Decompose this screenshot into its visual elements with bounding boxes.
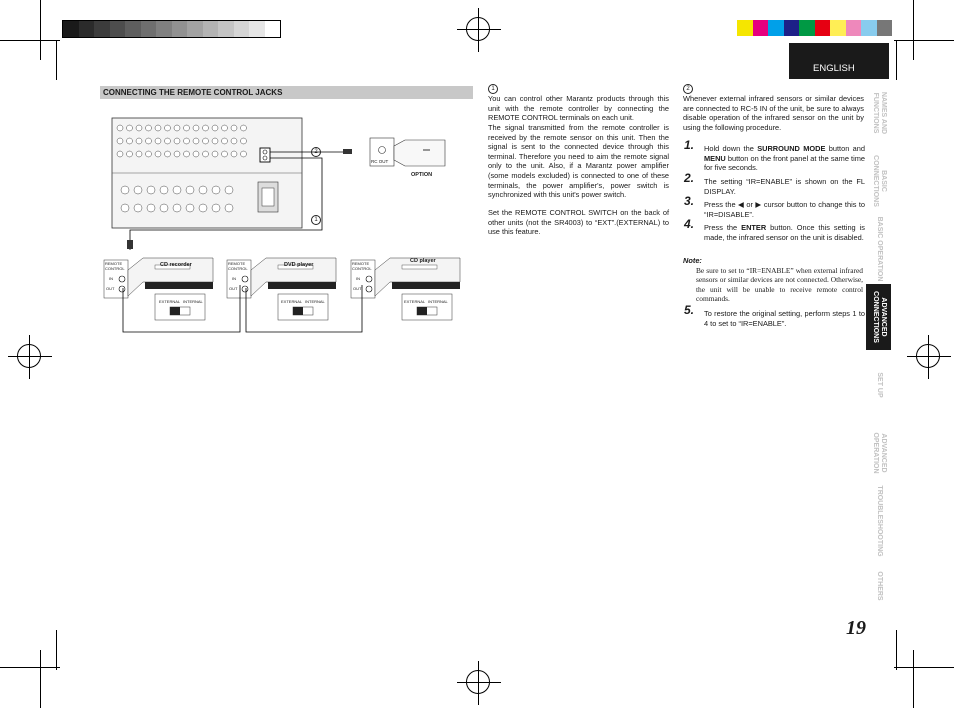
rca-jack — [212, 151, 218, 157]
crop-mark — [40, 0, 41, 60]
step-number: 1. — [684, 138, 695, 152]
tab-basic-connections[interactable]: BASIC CONNECTIONS — [871, 155, 887, 207]
speaker-terminal — [212, 186, 220, 194]
crop-mark — [896, 630, 897, 670]
color-swatch — [753, 20, 769, 36]
registration-mark — [916, 344, 940, 368]
color-swatch — [861, 20, 877, 36]
rca-jack — [136, 138, 142, 144]
speaker-terminal — [160, 186, 168, 194]
color-swatch — [156, 21, 172, 37]
crop-mark — [56, 40, 57, 80]
rca-jack — [203, 151, 209, 157]
speaker-terminal — [134, 204, 142, 212]
connection-diagram — [100, 110, 475, 340]
rca-jack — [127, 125, 133, 131]
internal-label: INTERNAL — [428, 299, 448, 304]
rca-jack — [231, 125, 237, 131]
speaker-terminal — [147, 186, 155, 194]
rca-jack — [193, 138, 199, 144]
rca-jack — [117, 125, 123, 131]
section-title: CONNECTING THE REMOTE CONTROL JACKS — [100, 86, 473, 99]
rca-jack — [231, 151, 237, 157]
rca-jack — [146, 125, 152, 131]
rca-jack — [127, 138, 133, 144]
step-5: 5. To restore the original setting, perform steps 1 to 4 to set to “IR=ENABLE”. — [684, 303, 865, 328]
color-swatch — [815, 20, 831, 36]
internal-label: INTERNAL — [305, 299, 325, 304]
rca-jack — [165, 138, 171, 144]
color-swatch — [799, 20, 815, 36]
rca-jack — [222, 138, 228, 144]
rca-jack — [212, 125, 218, 131]
rca-jack — [184, 125, 190, 131]
rc-out-label: RC OUT — [371, 159, 389, 164]
color-swatch — [846, 20, 862, 36]
external-label: EXTERNAL — [404, 299, 426, 304]
color-swatch — [79, 21, 95, 37]
rca-jack — [222, 151, 228, 157]
speaker-terminal — [225, 204, 233, 212]
step-4: 4. Press the ENTER button. Once this setting is made, the infrared sensor on the unit is disabled. — [684, 217, 865, 242]
device-name: DVD player — [284, 262, 314, 268]
speaker-terminal — [121, 204, 129, 212]
section-number-2: 2 — [683, 84, 693, 94]
speaker-terminal — [173, 204, 181, 212]
out-label: OUT — [106, 286, 115, 291]
rca-jack — [136, 151, 142, 157]
in-label: IN — [109, 276, 113, 281]
step-2: 2. The setting “IR=ENABLE” is shown on the FL DISPLAY. — [684, 171, 865, 196]
language-tab: ENGLISH — [789, 43, 889, 79]
rca-jack — [174, 125, 180, 131]
color-swatch — [203, 21, 219, 37]
option-label: OPTION — [411, 172, 433, 178]
color-swatch — [110, 21, 126, 37]
step-1: 1. Hold down the SURROUND MODE button and MENU button on the front panel at the same time for five seconds. — [684, 138, 865, 173]
internal-label: INTERNAL — [183, 299, 203, 304]
rca-jack — [136, 125, 142, 131]
rca-jack — [231, 138, 237, 144]
color-swatch — [768, 20, 784, 36]
tab-set-up[interactable]: SET UP — [875, 372, 883, 398]
speaker-terminal — [199, 186, 207, 194]
rca-jack — [174, 151, 180, 157]
col1-paragraph-1: You can control other Marantz products through this unit with the remote controller by connecting the REMOTE CONTROL terminals on each unit. — [488, 94, 669, 123]
external-label: EXTERNAL — [159, 299, 181, 304]
rca-jack — [241, 151, 247, 157]
rca-jack — [241, 138, 247, 144]
speaker-terminal — [186, 204, 194, 212]
col2-intro: Whenever external infrared sensors or similar devices are connected to RC-5 IN of the unit, be sure to always disable operation of the infrared sensor on the unit by using the following procedure. — [683, 94, 864, 132]
color-swatch — [218, 21, 234, 37]
speaker-terminal — [225, 186, 233, 194]
rca-jack — [184, 151, 190, 157]
color-swatch — [94, 21, 110, 37]
speaker-terminal — [160, 204, 168, 212]
remote-control-label: REMOTE CONTROL — [105, 261, 125, 271]
note-label: Note: — [683, 256, 702, 265]
speaker-terminal — [121, 186, 129, 194]
color-swatch — [187, 21, 203, 37]
rca-jack — [117, 138, 123, 144]
rca-jack — [203, 125, 209, 131]
device-chain — [104, 258, 460, 320]
device-name: CD recorder — [160, 262, 192, 268]
rca-jack — [146, 138, 152, 144]
registration-mark — [466, 17, 490, 41]
color-swatch — [830, 20, 846, 36]
gray-calibration-bar — [62, 20, 281, 38]
step-number: 3. — [684, 194, 695, 208]
marker-2: 2 — [311, 147, 321, 157]
speaker-terminal — [134, 186, 142, 194]
color-calibration-bar — [737, 20, 892, 36]
rca-jack — [155, 125, 161, 131]
rca-jack — [222, 125, 228, 131]
remote-control-label: REMOTE CONTROL — [228, 261, 248, 271]
rca-jack — [174, 138, 180, 144]
color-swatch — [63, 21, 79, 37]
color-swatch — [249, 21, 265, 37]
remote-control-label: REMOTE CONTROL — [352, 261, 372, 271]
page-number: 19 — [846, 617, 866, 639]
device-name: CD player — [410, 258, 436, 264]
rca-jack — [155, 151, 161, 157]
tab-advanced-operation[interactable]: ADVANCED OPERATION — [871, 432, 887, 474]
crop-mark — [894, 40, 954, 41]
color-swatch — [172, 21, 188, 37]
rca-jack — [117, 151, 123, 157]
color-swatch — [234, 21, 250, 37]
tab-advanced-connections[interactable]: ADVANCED CONNECTIONS — [866, 284, 891, 350]
crop-mark — [0, 667, 60, 668]
out-label: OUT — [353, 286, 362, 291]
rca-jack — [193, 125, 199, 131]
step-number: 2. — [684, 171, 695, 185]
crop-mark — [913, 650, 914, 708]
external-label: EXTERNAL — [281, 299, 303, 304]
speaker-terminal — [173, 186, 181, 194]
note-text: Be sure to set to “IR=ENABLE” when external infrared sensors or similar devices are not connected. Otherwise, the unit will be unable to receive remote control commands. — [696, 266, 863, 304]
color-swatch — [737, 20, 753, 36]
out-label: OUT — [229, 286, 238, 291]
step-3: 3. Press the ◀ or ▶ cursor button to change this to “IR=DISABLE”. — [684, 194, 865, 219]
rca-jack — [146, 151, 152, 157]
in-label: IN — [356, 276, 360, 281]
speaker-terminal — [212, 204, 220, 212]
tab-basic-operation[interactable]: BASIC OPERATION — [875, 216, 883, 282]
tab-names-and-functions[interactable]: NAMES AND FUNCTIONS — [871, 91, 887, 135]
rca-jack — [155, 138, 161, 144]
in-label: IN — [232, 276, 236, 281]
rca-jack — [212, 138, 218, 144]
rca-jack — [127, 151, 133, 157]
crop-mark — [56, 630, 57, 670]
step-number: 4. — [684, 217, 695, 231]
tab-others[interactable]: OTHERS — [875, 571, 883, 601]
rca-jack — [165, 125, 171, 131]
crop-mark — [896, 40, 897, 80]
rca-jack — [193, 151, 199, 157]
color-swatch — [877, 20, 893, 36]
color-swatch — [125, 21, 141, 37]
tab-troubleshooting[interactable]: TROUBLESHOOTING — [875, 485, 883, 557]
col1-paragraph-2: The signal transmitted from the remote controller is received by the remote sensor on this unit. Then the signal is sent to the connected device through this terminal. Therefore you need to aim the remote signal only to the unit. Also, if a Marantz power amplifier (some models excluded) is connected to one of these terminals, the power amplifier's, power switch is synchronized with this unit's power switch. — [488, 123, 669, 200]
rca-jack — [241, 125, 247, 131]
crop-mark — [0, 40, 60, 41]
color-swatch — [141, 21, 157, 37]
speaker-terminal — [199, 204, 207, 212]
col1-paragraph-3: Set the REMOTE CONTROL SWITCH on the back of other units (not the SR4003) to “EXT”.(EXTERNAL) to use this feature. — [488, 208, 669, 237]
rca-jack — [203, 138, 209, 144]
registration-mark — [17, 344, 41, 368]
crop-mark — [894, 667, 954, 668]
speaker-terminal — [186, 186, 194, 194]
rca-jack — [165, 151, 171, 157]
crop-mark — [913, 0, 914, 60]
color-swatch — [784, 20, 800, 36]
section-number-1: 1 — [488, 84, 498, 94]
registration-mark — [466, 670, 490, 694]
rca-jack — [184, 138, 190, 144]
step-number: 5. — [684, 303, 695, 317]
crop-mark — [40, 650, 41, 708]
color-swatch — [265, 21, 281, 37]
speaker-terminal — [147, 204, 155, 212]
marker-1: 1 — [311, 215, 321, 225]
